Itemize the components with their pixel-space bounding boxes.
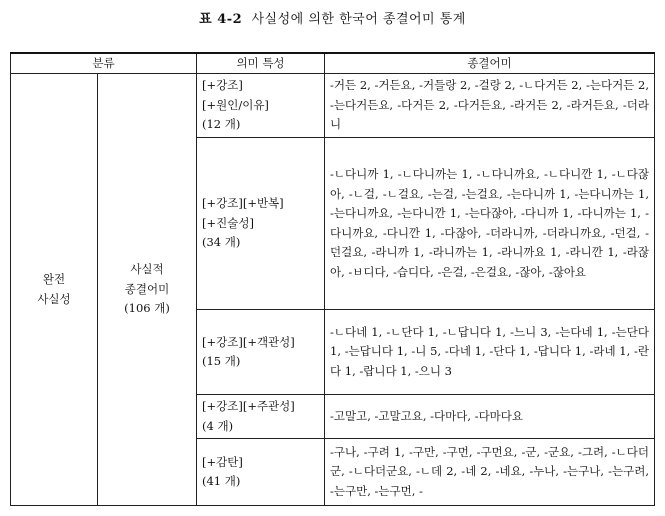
- endings-cell: -ㄴ다네 1, -ㄴ단다 1, -ㄴ답니다 1, -느니 3, -는다네 1, -는단다 1, -는답니다 1, -니 5, -다네 1, -단다 1, -답니다 1, -라네 1, -란다 1, -랍니다 1, -으니 3: [325, 310, 655, 395]
- category-label: 완전 사실성: [37, 272, 71, 306]
- endings-cell: -고말고, -고말고요, -다마다, -다마다요: [325, 395, 655, 439]
- meaning-cell: [197, 74, 325, 138]
- meaning-cell: [197, 138, 325, 310]
- header-row: [11, 53, 655, 74]
- meaning-cell: [197, 439, 325, 506]
- endings-cell: -거든 2, -거든요, -거들랑 2, -걸랑 2, -ㄴ다거든 2, -는다거든 2, -는다거든요, -다거든 2, -다거든요, -라거든 2, -라거든요, -더라니: [325, 74, 655, 138]
- ending-statistics-table: [10, 52, 655, 506]
- subcategory-label: 사실적 종결어미 (106 개): [124, 262, 170, 316]
- meaning-label: [+강조][+반복] [+진술성] (34 개): [202, 196, 284, 250]
- table-title: 사실성에 의한 한국어 종결어미 통계: [251, 12, 466, 27]
- category-cell: [11, 74, 98, 506]
- subcategory-cell: [98, 74, 197, 506]
- endings-cell: -구나, -구려 1, -구만, -구먼, -구먼요, -군, -군요, -그려, -ㄴ다더군, -ㄴ다더군요, -ㄴ데 2, -네 2, -네요, -누나, -는구나, -는구려, -는구만, -는구먼, -: [325, 439, 655, 506]
- meaning-label: [+강조][+주관성] (4 개): [202, 399, 295, 433]
- table-caption: [0, 8, 665, 27]
- header-classification: 분류: [11, 53, 197, 74]
- meaning-label: [+감탄] (41 개): [202, 454, 243, 488]
- meaning-cell: [197, 310, 325, 395]
- meaning-label: [+강조][+객관성] (15 개): [202, 334, 295, 368]
- table-number: 표 4-2: [199, 12, 243, 27]
- table-row: [11, 74, 655, 138]
- header-endings: 종결어미: [325, 53, 655, 74]
- meaning-label: [+강조] [+원인/이유] (12 개): [202, 78, 269, 132]
- meaning-cell: [197, 395, 325, 439]
- header-meaning: 의미 특성: [197, 53, 325, 74]
- endings-cell: -ㄴ다니까 1, -ㄴ다니까는 1, -ㄴ다니까요, -ㄴ다니깐 1, -ㄴ다잖아, -ㄴ걸, -ㄴ걸요, -는걸, -는걸요, -는다니까 1, -는다니까는 1, -는다니까요, -는다니깐 1, -는다잖아, -다니까 1, -다니까는 1, -다니까요, -다니깐 1, -다잖아, -더라니까, -더라니까요, -던걸, -던걸요, -라니까 1, -라니까는 1, -라니까요 1, -라니깐 1, -라잖아, -ㅂ디다, -습디다, -은걸, -은걸요, -잖아, -잖아요: [325, 138, 655, 310]
